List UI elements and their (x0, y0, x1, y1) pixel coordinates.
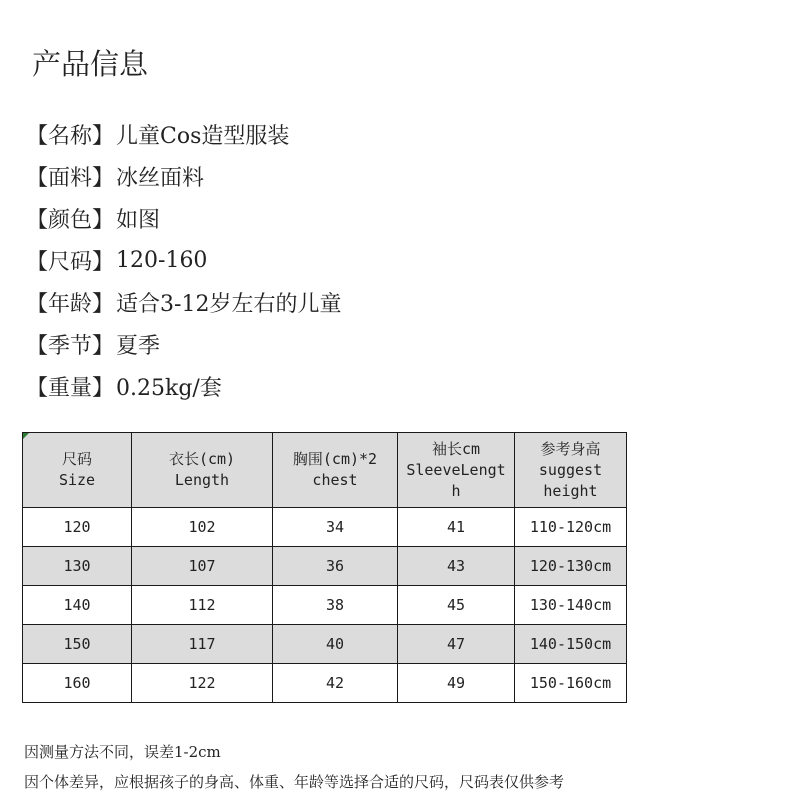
table-cell: 120-130cm (515, 547, 627, 586)
size-advice-note: 因个体差异，应根据孩子的身高、体重、年龄等选择合适的尺码，尺码表仅供参考 (24, 773, 565, 791)
measurement-note: 因测量方法不同，误差1-2cm (24, 743, 221, 761)
table-cell: 45 (398, 586, 515, 625)
info-value: 夏季 (116, 333, 161, 359)
info-value: 冰丝面料 (116, 165, 205, 191)
info-label: 【年龄】 (26, 291, 115, 317)
table-cell: 130-140cm (515, 586, 627, 625)
info-value: 适合3-12岁左右的儿童 (116, 291, 342, 317)
table-cell: 120 (23, 508, 132, 547)
table-cell: 107 (132, 547, 273, 586)
info-value: 如图 (116, 207, 161, 233)
table-cell: 150-160cm (515, 664, 627, 703)
table-cell: 42 (273, 664, 398, 703)
size-chart-table (22, 432, 627, 703)
table-cell: 112 (132, 586, 273, 625)
table-cell: 160 (23, 664, 132, 703)
header-suggest-height: 参考身高 suggest height (515, 433, 627, 508)
table-cell: 110-120cm (515, 508, 627, 547)
table-cell: 34 (273, 508, 398, 547)
header-size: 尺码 Size (23, 433, 132, 508)
table-cell: 38 (273, 586, 398, 625)
info-row-weight (26, 365, 341, 407)
info-row-color (26, 197, 341, 239)
table-row (23, 586, 627, 625)
table-cell: 40 (273, 625, 398, 664)
table-cell: 47 (398, 625, 515, 664)
info-label: 【面料】 (26, 165, 115, 191)
header-length: 衣长(cm) Length (132, 433, 273, 508)
header-chest: 胸围(cm)*2 chest (273, 433, 398, 508)
info-row-season (26, 323, 341, 365)
table-row (23, 664, 627, 703)
table-row (23, 508, 627, 547)
table-row (23, 625, 627, 664)
table-cell: 130 (23, 547, 132, 586)
table-header-row (23, 433, 627, 508)
info-value: 0.25kg/套 (116, 375, 222, 401)
table-cell: 49 (398, 664, 515, 703)
info-label: 【尺码】 (26, 249, 115, 275)
table-cell: 140 (23, 586, 132, 625)
info-row-fabric (26, 155, 341, 197)
table-cell: 117 (132, 625, 273, 664)
table-cell: 140-150cm (515, 625, 627, 664)
table-cell: 41 (398, 508, 515, 547)
info-row-name (26, 113, 341, 155)
info-label: 【颜色】 (26, 207, 115, 233)
info-label: 【季节】 (26, 333, 115, 359)
info-value: 儿童Cos造型服装 (116, 123, 290, 149)
header-sleeve-length: 袖长cm SleeveLengt h (398, 433, 515, 508)
info-label: 【重量】 (26, 375, 115, 401)
table-cell: 102 (132, 508, 273, 547)
table-row (23, 547, 627, 586)
info-value: 120-160 (116, 247, 208, 273)
table-cell: 122 (132, 664, 273, 703)
info-row-size (26, 239, 341, 281)
page-title: 产品信息 (32, 47, 149, 81)
table-cell: 36 (273, 547, 398, 586)
info-label: 【名称】 (26, 123, 115, 149)
product-info-list (26, 113, 341, 407)
info-row-age (26, 281, 341, 323)
table-cell: 43 (398, 547, 515, 586)
table-cell: 150 (23, 625, 132, 664)
